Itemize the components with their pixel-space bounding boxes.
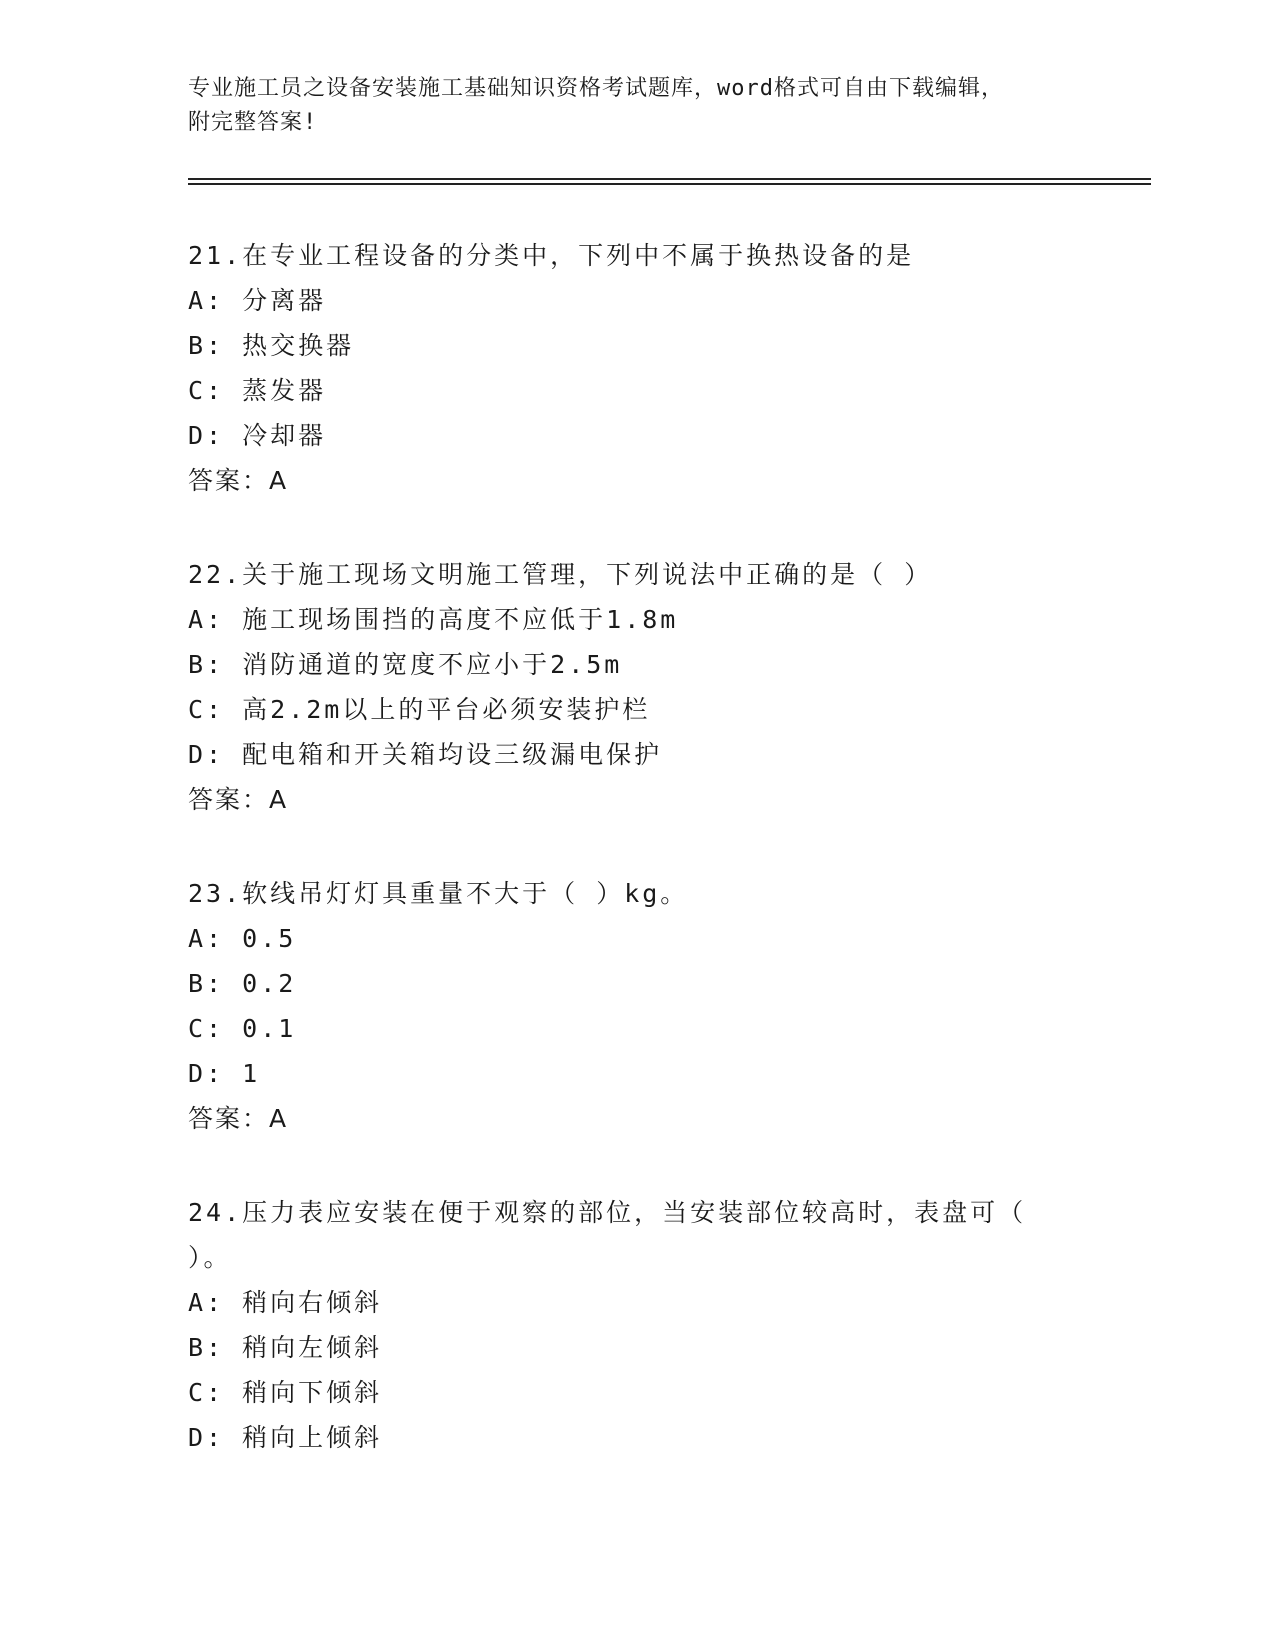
option-b: B: 0.2 <box>188 969 297 998</box>
answer-line: 答案：A <box>188 785 289 814</box>
option-b: B: 稍向左倾斜 <box>188 1333 383 1362</box>
header-divider-bottom <box>188 183 1151 185</box>
option-c: C: 0.1 <box>188 1014 297 1043</box>
question-23 <box>188 871 1088 1141</box>
header-line-1: 专业施工员之设备安装施工基础知识资格考试题库，word格式可自由下载编辑， <box>188 76 1004 101</box>
option-d: D: 1 <box>188 1059 261 1088</box>
option-d: D: 冷却器 <box>188 421 327 450</box>
question-22 <box>188 552 1088 822</box>
option-d: D: 稍向上倾斜 <box>188 1423 383 1452</box>
option-a: A: 分离器 <box>188 286 327 315</box>
option-c: C: 蒸发器 <box>188 376 327 405</box>
option-a: A: 稍向右倾斜 <box>188 1288 383 1317</box>
question-21 <box>188 233 1088 503</box>
option-d: D: 配电箱和开关箱均设三级漏电保护 <box>188 740 663 769</box>
option-a: A: 0.5 <box>188 924 297 953</box>
option-b: B: 热交换器 <box>188 331 355 360</box>
question-stem: 22.关于施工现场文明施工管理，下列说法中正确的是（ ） <box>188 560 933 589</box>
header-divider-top <box>188 178 1151 180</box>
question-stem-line-2: ）。 <box>188 1243 232 1272</box>
option-b: B: 消防通道的宽度不应小于2.5m <box>188 650 623 679</box>
header-line-2: 附完整答案! <box>188 110 318 135</box>
option-a: A: 施工现场围挡的高度不应低于1.8m <box>188 605 679 634</box>
document-header <box>188 72 1088 140</box>
option-c: C: 稍向下倾斜 <box>188 1378 383 1407</box>
question-24 <box>188 1190 1088 1460</box>
question-stem: 21.在专业工程设备的分类中，下列中不属于换热设备的是 <box>188 241 915 270</box>
question-stem-line-1: 24.压力表应安装在便于观察的部位，当安装部位较高时，表盘可（ <box>188 1198 1027 1227</box>
answer-line: 答案：A <box>188 466 289 495</box>
question-stem: 23.软线吊灯灯具重量不大于（ ）kg。 <box>188 879 689 908</box>
answer-line: 答案：A <box>188 1104 289 1133</box>
option-c: C: 高2.2m以上的平台必须安装护栏 <box>188 695 651 724</box>
